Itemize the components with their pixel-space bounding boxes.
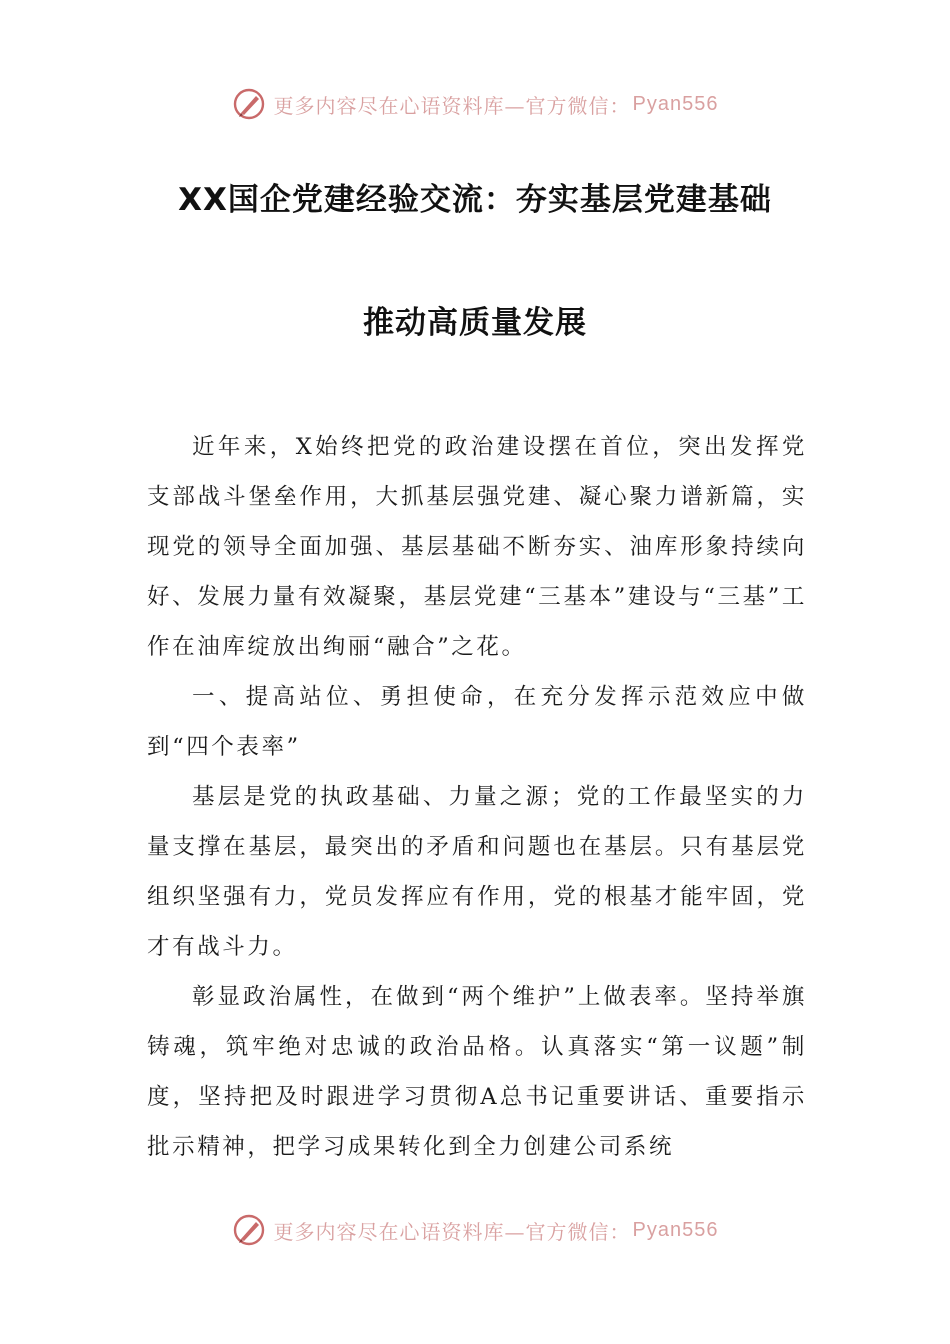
paragraph-political: 彰显政治属性，在做到“两个维护”上做表率。坚持举旗铸魂，筑牢绝对忠诚的政治品格。认真落实“第一议题”制度，坚持把及时跟进学习贯彻A总书记重要讲话、重要指示批示精神，把学习成果转化到全力创建公司系统: [147, 984, 807, 1160]
footer-watermark: [0, 1208, 950, 1252]
section-heading-1: 一、提高站位、勇担使命，在充分发挥示范效应中做到“四个表率”: [147, 684, 807, 760]
pen-logo-icon: [232, 1213, 266, 1247]
watermark-text: 更多内容尽在心语资料库—官方微信：: [273, 93, 631, 118]
paragraph-intro: 近年来，X始终把党的政治建设摆在首位，突出发挥党支部战斗堡垒作用，大抓基层强党建、凝心聚力谱新篇，实现党的领导全面加强、基层基础不断夯实、油库形象持续向好、发展力量有效凝聚，基层党建“三基本”建设与“三基”工作在油库绽放出绚丽“融合”之花。: [147, 434, 807, 660]
header-watermark: [0, 82, 950, 126]
document-title-line-1: XX国企党建经验交流：夯实基层党建基础: [178, 182, 772, 218]
watermark-wechat-id: Pyan556: [632, 92, 719, 115]
document-body: [147, 422, 807, 1172]
watermark-text: 更多内容尽在心语资料库—官方微信：: [273, 1219, 631, 1244]
watermark-wechat-id: Pyan556: [632, 1218, 719, 1241]
paragraph-basis: 基层是党的执政基础、力量之源；党的工作最坚实的力量支撑在基层，最突出的矛盾和问题也在基层。只有基层党组织坚强有力，党员发挥应有作用，党的根基才能牢固，党才有战斗力。: [147, 784, 807, 960]
pen-logo-icon: [232, 87, 266, 121]
document-title-line-2: 推动高质量发展: [363, 305, 587, 341]
